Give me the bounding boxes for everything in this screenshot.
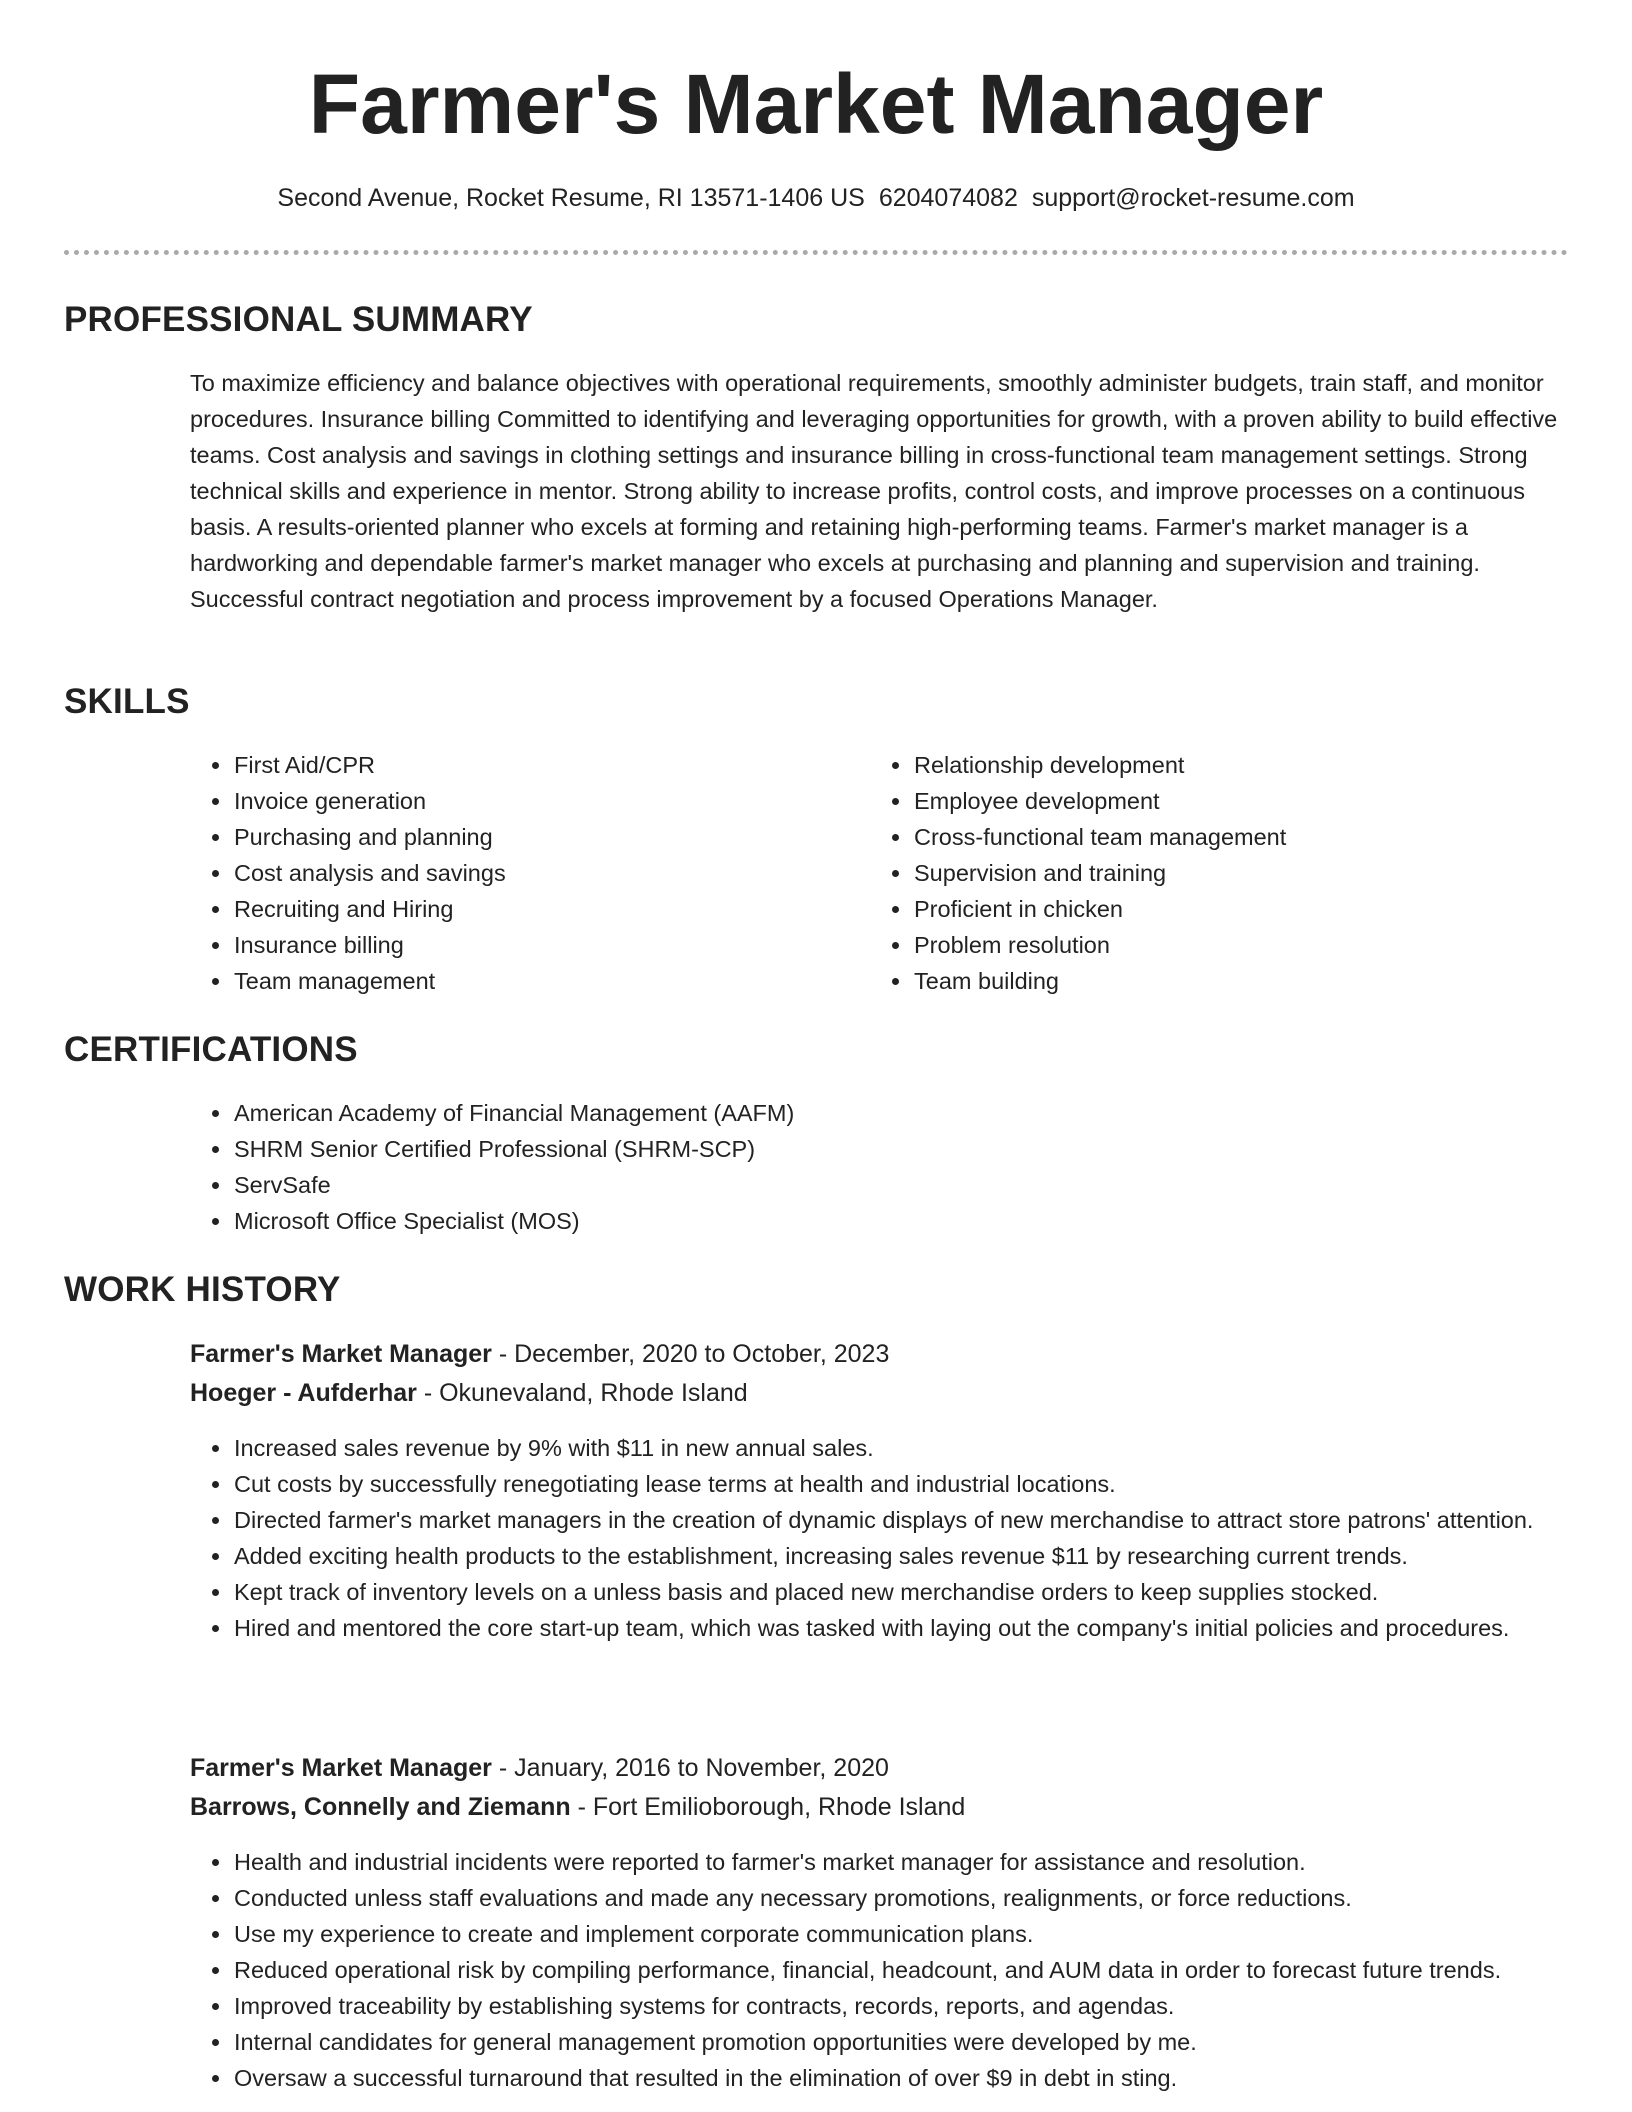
skill-item: • Cost analysis and savings bbox=[233, 855, 853, 891]
job-duties-list bbox=[190, 1430, 1573, 1646]
skill-item: • Purchasing and planning bbox=[233, 819, 853, 855]
certification-item: • Microsoft Office Specialist (MOS) bbox=[233, 1203, 1573, 1239]
job-duty-item: • Conducted unless staff evaluations and made any necessary promotions, realignments, or force reductions. bbox=[233, 1880, 1573, 1916]
contact-address: Second Avenue, Rocket Resume, RI 13571-1406 US bbox=[277, 184, 865, 212]
certification-item: • ServSafe bbox=[233, 1167, 1573, 1203]
contact-email: support@rocket-resume.com bbox=[1031, 184, 1355, 212]
job-duty-item: • Hired and mentored the core start-up team, which was tasked with laying out the company's initial policies and procedures. bbox=[233, 1610, 1573, 1646]
job-duty-item: • Oversaw a successful turnaround that resulted in the elimination of over $9 in debt in sting. bbox=[233, 2060, 1573, 2096]
job-duty-item: • Reduced operational risk by compiling performance, financial, headcount, and AUM data in order to forecast future trends. bbox=[233, 1952, 1573, 1988]
job-duty-item: • Kept track of inventory levels on a unless basis and placed new merchandise orders to keep supplies stocked. bbox=[233, 1574, 1573, 1610]
skill-item: • Cross-functional team management bbox=[913, 819, 1573, 855]
job-duty-item: • Improved traceability by establishing systems for contracts, records, reports, and agendas. bbox=[233, 1988, 1573, 2024]
job-company: Hoeger - Aufderhar bbox=[190, 1379, 417, 1407]
job-company-line bbox=[190, 1788, 965, 1826]
skill-item: • Recruiting and Hiring bbox=[233, 891, 853, 927]
section-title-certifications: CERTIFICATIONS bbox=[64, 1030, 358, 1069]
job-company: Barrows, Connelly and Ziemann bbox=[190, 1793, 571, 1821]
skill-item: • Problem resolution bbox=[913, 927, 1573, 963]
contact-phone: 6204074082 bbox=[878, 184, 1018, 212]
skill-item: • Employee development bbox=[913, 783, 1573, 819]
candidate-name: Farmer's Market Manager bbox=[308, 57, 1324, 151]
skill-item: • Relationship development bbox=[913, 747, 1573, 783]
skill-item: • Invoice generation bbox=[233, 783, 853, 819]
skill-item: • Team management bbox=[233, 963, 853, 999]
section-title-summary: PROFESSIONAL SUMMARY bbox=[64, 300, 533, 339]
certification-item: • American Academy of Financial Management (AAFM) bbox=[233, 1095, 1573, 1131]
job-location: - Fort Emilioborough, Rhode Island bbox=[570, 1793, 966, 1821]
job-duty-item: • Health and industrial incidents were reported to farmer's market manager for assistance and resolution. bbox=[233, 1844, 1573, 1880]
job-duty-item: • Use my experience to create and implement corporate communication plans. bbox=[233, 1916, 1573, 1952]
job-title-line bbox=[190, 1749, 889, 1787]
job-location: - Okunevaland, Rhode Island bbox=[416, 1379, 748, 1407]
skills-list-left bbox=[190, 747, 853, 999]
job-duty-item: • Cut costs by successfully renegotiating lease terms at health and industrial locations. bbox=[233, 1466, 1573, 1502]
contact-line bbox=[0, 180, 1632, 216]
job-duty-item: • Internal candidates for general management promotion opportunities were developed by me. bbox=[233, 2024, 1573, 2060]
skill-item: • Insurance billing bbox=[233, 927, 853, 963]
skill-item: • First Aid/CPR bbox=[233, 747, 853, 783]
section-title-work-history: WORK HISTORY bbox=[64, 1270, 341, 1309]
job-dates: - December, 2020 to October, 2023 bbox=[491, 1340, 890, 1368]
certifications-list bbox=[190, 1095, 1573, 1239]
header-divider bbox=[64, 250, 1568, 255]
job-title-line bbox=[190, 1335, 889, 1373]
job-dates: - January, 2016 to November, 2020 bbox=[491, 1754, 889, 1782]
job-duty-item: • Directed farmer's market managers in the creation of dynamic displays of new merchandise to attract store patrons' attention. bbox=[233, 1502, 1573, 1538]
skills-list-right bbox=[870, 747, 1573, 999]
job-position: Farmer's Market Manager bbox=[190, 1754, 492, 1782]
job-duty-item: • Added exciting health products to the establishment, increasing sales revenue $11 by researching current trends. bbox=[233, 1538, 1573, 1574]
skill-item: • Team building bbox=[913, 963, 1573, 999]
job-company-line bbox=[190, 1374, 748, 1412]
skill-item: • Proficient in chicken bbox=[913, 891, 1573, 927]
job-duties-list bbox=[190, 1844, 1573, 2096]
summary-text: To maximize efficiency and balance objectives with operational requirements, smoothly administer budgets, train staff, and monitor procedures. Insurance billing Committed to identifying and leveraging opportunities for growth, with a proven ability to build effective teams. Cost analysis and savings in clothing settings and insurance billing in cross-functional team management settings. Strong technical skills and experience in mentor. Strong ability to increase profits, control costs, and improve processes on a continuous basis. A results-oriented planner who excels at forming and retaining high-performing teams. Farmer's market manager is a hardworking and dependable farmer's market manager who excels at purchasing and planning and supervision and training. Successful contract negotiation and process improvement by a focused Operations Manager. bbox=[190, 370, 1558, 612]
skill-item: • Supervision and training bbox=[913, 855, 1573, 891]
job-duty-item: • Increased sales revenue by 9% with $11 in new annual sales. bbox=[233, 1430, 1573, 1466]
section-title-skills: SKILLS bbox=[64, 682, 190, 721]
job-position: Farmer's Market Manager bbox=[190, 1340, 492, 1368]
certification-item: • SHRM Senior Certified Professional (SHRM-SCP) bbox=[233, 1131, 1573, 1167]
